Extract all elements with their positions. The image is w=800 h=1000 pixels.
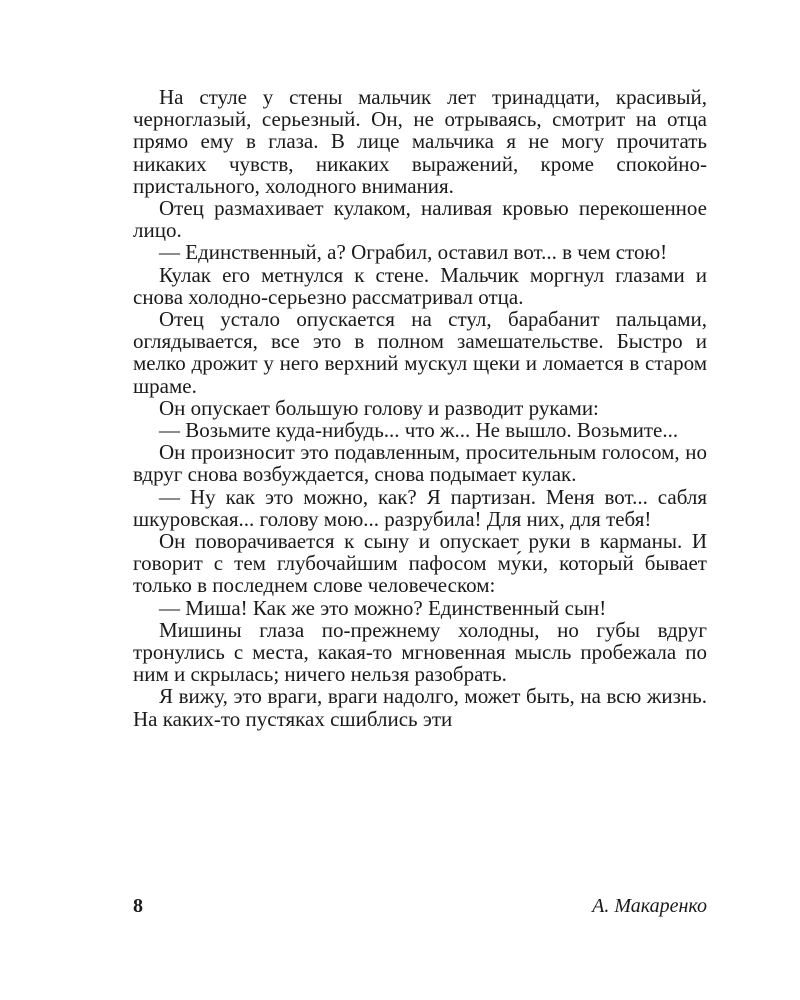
main-text: [133, 86, 707, 730]
page-number: 8: [133, 895, 143, 917]
paragraph: На стуле у стены мальчик лет тринадцати, красивый, черноглазый, серьезный. Он, не отрываясь, смотрит на отца прямо ему в глаза. В лице мальчика я не могу прочитать никаких чувств, никаких выражений, кроме спокойно-пристального, холодного внимания.: [133, 85, 707, 198]
paragraph: — Единственный, а? Ограбил, оставил вот... в чем стою!: [159, 240, 668, 265]
paragraph: Отец устало опускается на стул, барабанит пальцами, оглядывается, все это в полном замешательстве. Быстро и мелко дрожит у него верхний мускул щеки и ломается в старом шраме.: [133, 307, 707, 398]
page-footer: [133, 893, 707, 919]
paragraph: Мишины глаза по-прежнему холодны, но губы вдруг тронулись с места, какая-то мгновенная мысль пробежала по ним и скрылась; ничего нельзя разобрать.: [133, 617, 707, 687]
running-author: А. Макаренко: [592, 895, 707, 917]
paragraph: Отец размахивает кулаком, наливая кровью перекошенное лицо.: [133, 196, 707, 243]
paragraph: Он произносит это подавленным, просительным голосом, но вдруг снова возбуждается, снова подымает кулак.: [133, 440, 707, 487]
paragraph: Он поворачивается к сыну и опускает руки в карманы. И говорит с тем глубочайшим пафосом му́ки, который бывает только в последнем слове человеческом:: [133, 529, 707, 598]
paragraph: — Возьмите куда-нибудь... что ж... Не вышло. Возьмите...: [159, 418, 679, 443]
paragraph: Кулак его метнулся к стене. Мальчик моргнул глазами и снова холодно-серьезно рассматривал отца.: [133, 262, 707, 309]
paragraph: — Ну как это можно, как? Я партизан. Меня вот... сабля шкуровская... голову мою... разрубила! Для них, для тебя!: [133, 484, 707, 531]
paragraph: Он опускает большую голову и разводит руками:: [159, 395, 599, 420]
paragraph: — Миша! Как же это можно? Единственный сын!: [159, 595, 607, 620]
paragraph: Я вижу, это враги, враги надолго, может быть, на всю жизнь. На каких-то пустяках сшиблись эти: [133, 684, 707, 731]
